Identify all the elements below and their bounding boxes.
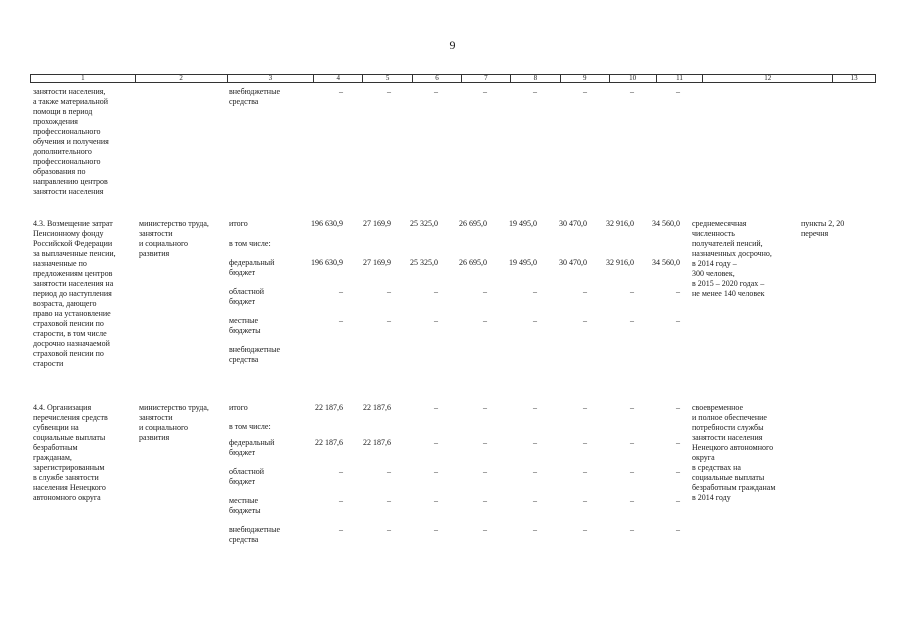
federal-value-4-4-col11: – — [676, 438, 680, 447]
source-extrabudget-label-4-3: внебюджетные средства — [229, 345, 280, 364]
extrabudget-value-4-4-col7: – — [483, 525, 487, 534]
total-value-4-4-col8: – — [533, 403, 537, 412]
regional-value-4-4-col5: – — [387, 467, 391, 476]
total-value-4-4-col9: – — [583, 403, 587, 412]
extrabudget-value-4-4-col6: – — [434, 525, 438, 534]
regional-value-4-3-col6: – — [434, 287, 438, 296]
total-value-4-4-col11: – — [676, 403, 680, 412]
federal-value-4-3-col9: 30 470,0 — [559, 258, 587, 267]
local-value-4-4-col8: – — [533, 496, 537, 505]
header-cell-9: 9 — [561, 75, 610, 82]
local-value-4-3-col6: – — [434, 316, 438, 325]
federal-value-4-4-col6: – — [434, 438, 438, 447]
source-including-label-4-3: в том числе: — [229, 239, 271, 248]
executor-4-3: министерство труда, занятости и социального развития — [139, 219, 209, 258]
cont-extrabudget-value-col4: – — [339, 87, 343, 96]
local-value-4-3-col10: – — [630, 316, 634, 325]
total-value-4-3-col5: 27 169,9 — [363, 219, 391, 228]
result-4-3: среднемесячная численность получателей пенсий, назначенных досрочно, в 2014 году – 300 человек, в 2015 – 2020 годах – не менее 140 человек — [692, 219, 772, 298]
local-value-4-3-col8: – — [533, 316, 537, 325]
regional-value-4-4-col7: – — [483, 467, 487, 476]
source-local-label-4-3: местные бюджеты — [229, 316, 261, 335]
federal-value-4-3-col6: 25 325,0 — [410, 258, 438, 267]
source-federal-label-4-3: федеральный бюджет — [229, 258, 275, 277]
total-value-4-3-col11: 34 560,0 — [652, 219, 680, 228]
cont-extrabudget-value-col5: – — [387, 87, 391, 96]
header-cell-10: 10 — [610, 75, 657, 82]
federal-value-4-3-col4: 196 630,9 — [311, 258, 343, 267]
federal-value-4-3-col11: 34 560,0 — [652, 258, 680, 267]
source-regional-label-4-3: областной бюджет — [229, 287, 265, 306]
regional-value-4-3-col10: – — [630, 287, 634, 296]
extrabudget-value-4-4-col5: – — [387, 525, 391, 534]
total-value-4-4-col7: – — [483, 403, 487, 412]
total-value-4-4-col10: – — [630, 403, 634, 412]
local-value-4-4-col11: – — [676, 496, 680, 505]
federal-value-4-4-col4: 22 187,6 — [315, 438, 343, 447]
cont-extrabudget-value-col11: – — [676, 87, 680, 96]
regional-value-4-4-col10: – — [630, 467, 634, 476]
extrabudget-value-4-4-col10: – — [630, 525, 634, 534]
header-cell-7: 7 — [462, 75, 511, 82]
result-4-4: своевременное и полное обеспечение потребности службы занятости населения Ненецкого автономного округа в средствах на социальные выплаты безработным гражданам в 2014 году — [692, 403, 776, 502]
extrabudget-value-4-4-col9: – — [583, 525, 587, 534]
federal-value-4-3-col7: 26 695,0 — [459, 258, 487, 267]
federal-value-4-3-col8: 19 495,0 — [509, 258, 537, 267]
total-value-4-3-col6: 25 325,0 — [410, 219, 438, 228]
source-total-label-4-3: итого — [229, 219, 248, 228]
local-value-4-3-col4: – — [339, 316, 343, 325]
federal-value-4-4-col7: – — [483, 438, 487, 447]
total-value-4-3-col8: 19 495,0 — [509, 219, 537, 228]
regional-value-4-4-col11: – — [676, 467, 680, 476]
source-extrabudget-label-4-4: внебюджетные средства — [229, 525, 280, 544]
table-header-row — [30, 74, 876, 83]
cont-extrabudget-value-col7: – — [483, 87, 487, 96]
total-value-4-3-col7: 26 695,0 — [459, 219, 487, 228]
regional-value-4-3-col9: – — [583, 287, 587, 296]
source-federal-label-4-4: федеральный бюджет — [229, 438, 275, 457]
regional-value-4-3-col4: – — [339, 287, 343, 296]
regional-value-4-4-col8: – — [533, 467, 537, 476]
local-value-4-4-col4: – — [339, 496, 343, 505]
local-value-4-3-col5: – — [387, 316, 391, 325]
source-regional-label-4-4: областной бюджет — [229, 467, 265, 486]
federal-value-4-4-col5: 22 187,6 — [363, 438, 391, 447]
reference-4-3: пункты 2, 20 перечня — [801, 219, 845, 238]
federal-value-4-4-col10: – — [630, 438, 634, 447]
local-value-4-4-col5: – — [387, 496, 391, 505]
cont-extrabudget-value-col10: – — [630, 87, 634, 96]
page-number: 9 — [449, 38, 456, 52]
total-value-4-3-col9: 30 470,0 — [559, 219, 587, 228]
local-value-4-4-col6: – — [434, 496, 438, 505]
local-value-4-4-col9: – — [583, 496, 587, 505]
extrabudget-value-4-4-col11: – — [676, 525, 680, 534]
header-cell-12: 12 — [703, 75, 833, 82]
header-cell-4: 4 — [314, 75, 363, 82]
source-extrabudget-label: внебюджетные средства — [229, 87, 280, 106]
regional-value-4-3-col7: – — [483, 287, 487, 296]
local-value-4-3-col9: – — [583, 316, 587, 325]
local-value-4-3-col7: – — [483, 316, 487, 325]
federal-value-4-4-col8: – — [533, 438, 537, 447]
cont-extrabudget-value-col6: – — [434, 87, 438, 96]
federal-value-4-3-col5: 27 169,9 — [363, 258, 391, 267]
total-value-4-4-col5: 22 187,6 — [363, 403, 391, 412]
header-cell-6: 6 — [413, 75, 462, 82]
regional-value-4-4-col4: – — [339, 467, 343, 476]
executor-4-4: министерство труда, занятости и социального развития — [139, 403, 209, 442]
regional-value-4-3-col5: – — [387, 287, 391, 296]
cont-extrabudget-value-col8: – — [533, 87, 537, 96]
header-cell-3: 3 — [228, 75, 315, 82]
header-cell-5: 5 — [363, 75, 413, 82]
cont-extrabudget-value-col9: – — [583, 87, 587, 96]
total-value-4-3-col4: 196 630,9 — [311, 219, 343, 228]
regional-value-4-3-col11: – — [676, 287, 680, 296]
header-cell-8: 8 — [511, 75, 561, 82]
federal-value-4-4-col9: – — [583, 438, 587, 447]
source-including-label-4-4: в том числе: — [229, 422, 271, 431]
regional-value-4-3-col8: – — [533, 287, 537, 296]
measure-4-3: 4.3. Возмещение затрат Пенсионному фонду Российской Федерации за выплаченные пенсии, назначенные по предложениям центров занятости населения на период до наступления возраста, дающего право на установление страховой пенсии по старости, в том числе досрочно назначаемой страховой пенсии по старости — [33, 219, 116, 368]
total-value-4-3-col10: 32 916,0 — [606, 219, 634, 228]
regional-value-4-4-col9: – — [583, 467, 587, 476]
total-value-4-4-col4: 22 187,6 — [315, 403, 343, 412]
federal-value-4-3-col10: 32 916,0 — [606, 258, 634, 267]
local-value-4-3-col11: – — [676, 316, 680, 325]
source-total-label-4-4: итого — [229, 403, 248, 412]
extrabudget-value-4-4-col8: – — [533, 525, 537, 534]
local-value-4-4-col7: – — [483, 496, 487, 505]
regional-value-4-4-col6: – — [434, 467, 438, 476]
source-local-label-4-4: местные бюджеты — [229, 496, 261, 515]
extrabudget-value-4-4-col4: – — [339, 525, 343, 534]
total-value-4-4-col6: – — [434, 403, 438, 412]
header-cell-1: 1 — [31, 75, 136, 82]
measure-continued: занятости населения, а также материальной помощи в период прохождения профессионального обучения и получения дополнительного профессионального образования по направлению центров занятости населения — [33, 87, 109, 196]
measure-4-4: 4.4. Организация перечисления средств субвенции на социальные выплаты безработным гражданам, зарегистрированным в службе занятости населения Ненецкого автономного округа — [33, 403, 108, 502]
header-cell-11: 11 — [657, 75, 704, 82]
header-cell-2: 2 — [136, 75, 228, 82]
header-cell-13: 13 — [850, 74, 858, 82]
local-value-4-4-col10: – — [630, 496, 634, 505]
